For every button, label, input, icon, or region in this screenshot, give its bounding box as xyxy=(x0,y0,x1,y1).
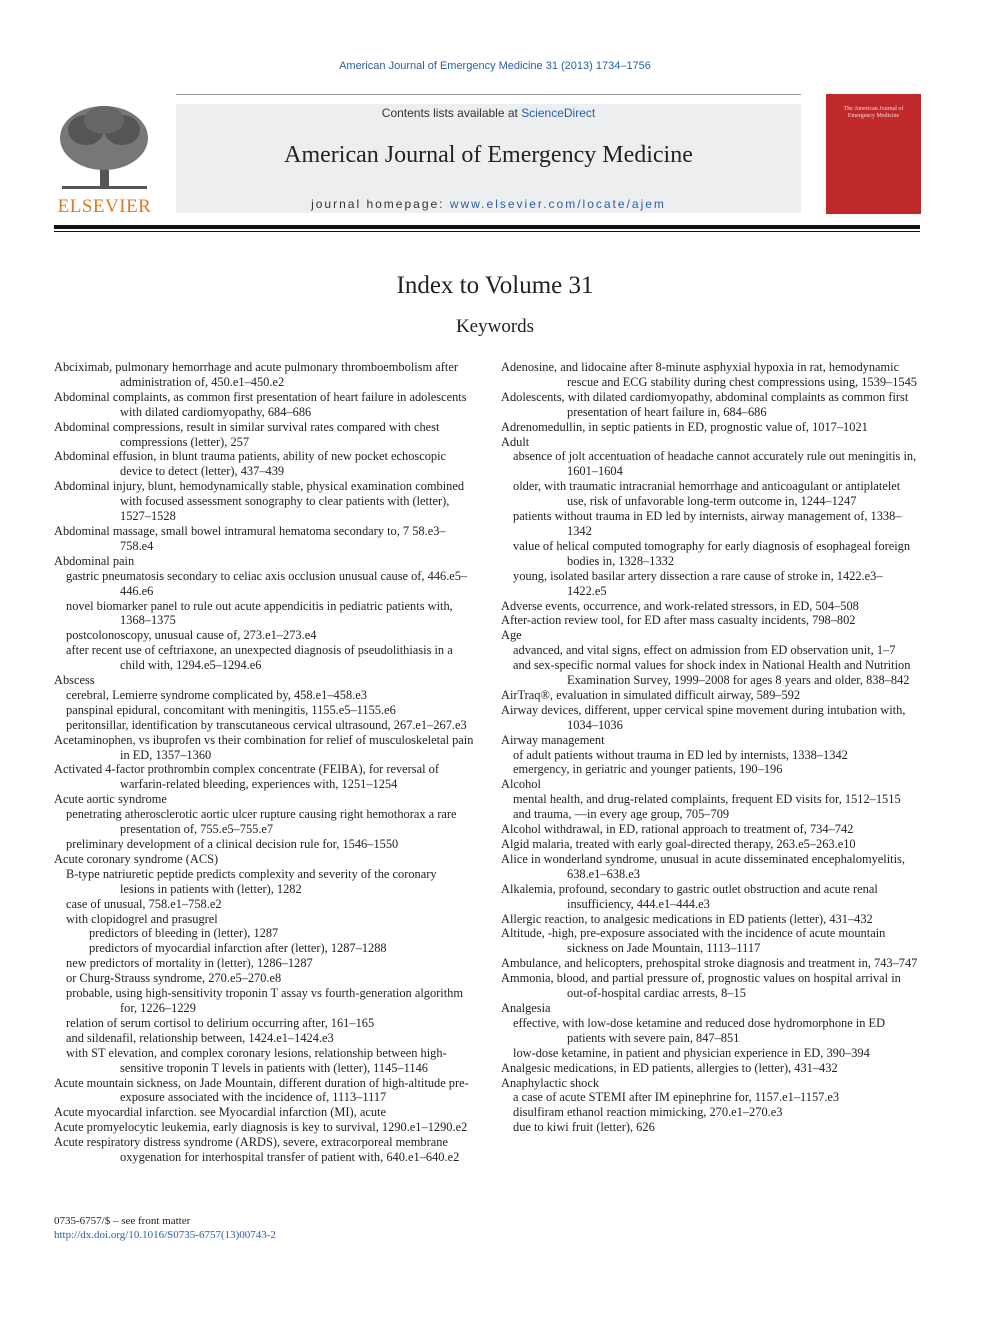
masthead xyxy=(176,104,801,213)
index-entry: emergency, in geriatric and younger patients, 190–196 xyxy=(513,762,783,777)
index-entry: or Churg-Strauss syndrome, 270.e5–270.e8 xyxy=(66,971,282,986)
index-entry: Algid malaria, treated with early goal-directed therapy, 263.e5–263.e10 xyxy=(501,837,856,851)
index-entry: predictors of myocardial infarction after (letter), 1287–1288 xyxy=(89,941,387,956)
journal-title: American Journal of Emergency Medicine xyxy=(284,142,693,168)
index-entry: panspinal epidural, concomitant with meningitis, 1155.e5–1155.e6 xyxy=(66,702,396,717)
index-entry: Acute respiratory distress syndrome (ARDS), severe, extracorporeal membrane oxygenation for interhospital transfer of patient with, 640.e1–640.e2 xyxy=(54,1135,460,1165)
index-entry: Alcohol xyxy=(501,777,541,792)
page-title: Index to Volume 31 xyxy=(396,272,594,299)
homepage-prefix: journal homepage: xyxy=(311,197,450,211)
contents-line xyxy=(176,106,801,120)
index-entry: Abdominal massage, small bowel intramural hematoma secondary to, 7 58.e3–758.e4 xyxy=(54,523,446,553)
index-entry: preliminary development of a clinical decision rule for, 1546–1550 xyxy=(66,837,399,851)
index-entry: advanced, and vital signs, effect on admission from ED observation unit, 1–7 xyxy=(513,643,896,658)
publisher-name: ELSEVIER xyxy=(57,196,152,217)
index-entry: Acetaminophen, vs ibuprofen vs their combination for relief of musculoskeletal pain in ED, 1357–1360 xyxy=(54,732,474,762)
index-entry: Adult xyxy=(501,434,530,449)
index-entry: Abdominal injury, blunt, hemodynamically stable, physical examination combined with focused assessment sonography to clear patients with (letter), 1527–1528 xyxy=(54,479,465,524)
index-column-right xyxy=(501,360,921,1135)
index-entry: Age xyxy=(501,628,522,643)
index-entry: Airway management xyxy=(501,732,605,747)
index-entry: Abdominal complaints, as common first presentation of heart failure in adolescents with dilated cardiomyopathy, 684–686 xyxy=(54,389,467,419)
index-entry: a case of acute STEMI after IM epinephrine for, 1157.e1–1157.e3 xyxy=(513,1090,840,1105)
section-title: Keywords xyxy=(455,316,535,337)
footer-issn: 0735-6757/$ – see front matter xyxy=(54,1215,191,1227)
journal-cover xyxy=(826,94,921,214)
index-entry: young, isolated basilar artery dissection a rare cause of stroke in, 1422.e3–1422.e5 xyxy=(513,568,883,598)
index-entry: Analgesic medications, in ED patients, allergies to (letter), 431–432 xyxy=(501,1060,838,1075)
index-entry: mental health, and drug-related complaints, frequent ED visits for, 1512–1515 xyxy=(513,792,901,807)
index-entry: low-dose ketamine, in patient and physician experience in ED, 390–394 xyxy=(513,1045,870,1060)
index-entry: Adverse events, occurrence, and work-related stressors, in ED, 504–508 xyxy=(501,598,859,613)
index-entry: Airway devices, different, upper cervical spine movement during intubation with, 1034–1036 xyxy=(501,702,906,732)
index-entry: probable, using high-sensitivity troponin T assay vs fourth-generation algorithm for, 1226–1229 xyxy=(66,986,464,1015)
header-rule-thin xyxy=(54,231,920,232)
index-entry: After-action review tool, for ED after mass casualty incidents, 798–802 xyxy=(501,613,856,628)
index-entry: disulfiram ethanol reaction mimicking, 270.e1–270.e3 xyxy=(513,1105,783,1120)
index-entry: patients without trauma in ED led by internists, airway management of, 1338–1342 xyxy=(513,509,902,538)
index-entry: and sildenafil, relationship between, 1424.e1–1424.e3 xyxy=(66,1030,334,1045)
index-entry: after recent use of ceftriaxone, an unexpected diagnosis of pseudolithiasis in a child with, 1294.e5–1294.e6 xyxy=(66,643,453,673)
index-entry: Alice in wonderland syndrome, unusual in acute disseminated encephalomyelitis, 638.e1–638.e3 xyxy=(501,851,905,881)
index-entry: with clopidogrel and prasugrel xyxy=(66,911,218,926)
index-entry: Allergic reaction, to analgesic medications in ED patients (letter), 431–432 xyxy=(501,911,873,926)
index-entry: and trauma, —in every age group, 705–709 xyxy=(513,807,730,822)
index-entry: Acute mountain sickness, on Jade Mountain, different duration of high-altitude pre-exposure associated with the incidence of, 1113–1117 xyxy=(54,1075,469,1105)
index-entry: Anaphylactic shock xyxy=(501,1075,600,1090)
index-entry: cerebral, Lemierre syndrome complicated by, 458.e1–458.e3 xyxy=(66,687,367,702)
index-entry: Acute myocardial infarction. see Myocardial infarction (MI), acute xyxy=(54,1105,386,1120)
index-entry: Altitude, -high, pre-exposure associated with the incidence of acute mountain sickness on Jade Mountain, 1113–1117 xyxy=(501,926,886,956)
index-entry: due to kiwi fruit (letter), 626 xyxy=(513,1120,655,1135)
index-column-left xyxy=(54,360,474,1165)
index-entry: novel biomarker panel to rule out acute appendicitis in pediatric patients with, 1368–1375 xyxy=(66,598,453,628)
homepage-line xyxy=(176,197,801,211)
index-entry: peritonsillar, identification by transcutaneous cervical ultrasound, 267.e1–267.e3 xyxy=(66,717,467,732)
index-entry: Adenosine, and lidocaine after 8-minute asphyxial hypoxia in rat, hemodynamic rescue and ECG stability during chest compressions using, 1539–1545 xyxy=(501,360,917,389)
index-entry: penetrating atherosclerotic aortic ulcer rupture causing right hemothorax a rare presentation of, 755.e5–755.e7 xyxy=(66,807,457,837)
index-entry: effective, with low-dose ketamine and reduced dose hydromorphone in ED patients with severe pain, 847–851 xyxy=(513,1015,886,1045)
index-entry: case of unusual, 758.e1–758.e2 xyxy=(66,896,222,911)
journal-citation[interactable]: American Journal of Emergency Medicine 31 (2013) 1734–1756 xyxy=(339,60,651,72)
index-entry: Alkalemia, profound, secondary to gastric outlet obstruction and acute renal insufficiency, 444.e1–444.e3 xyxy=(501,881,878,911)
index-entry: AirTraq®, evaluation in simulated difficult airway, 589–592 xyxy=(501,687,801,702)
index-entry: Activated 4-factor prothrombin complex concentrate (FEIBA), for reversal of warfarin-related bleeding, experiences with, 1251–1254 xyxy=(54,762,439,792)
index-entry: gastric pneumatosis secondary to celiac axis occlusion unusual cause of, 446.e5–446.e6 xyxy=(66,568,468,598)
footer-doi-link[interactable]: http://dx.doi.org/10.1016/S0735-6757(13)00743-2 xyxy=(54,1229,276,1241)
index-entry: Abdominal pain xyxy=(54,553,135,568)
homepage-link[interactable]: www.elsevier.com/locate/ajem xyxy=(449,197,666,211)
index-entry: Adolescents, with dilated cardiomyopathy, abdominal complaints as common first presentation of heart failure in, 684–686 xyxy=(501,389,909,419)
elsevier-logo xyxy=(52,100,157,218)
contents-prefix: Contents lists available at xyxy=(381,106,522,120)
index-entry: and sex-specific normal values for shock index in National Health and Nutrition Examination Survey, 1999–2008 for ages 8 years and older, 838–842 xyxy=(513,658,911,688)
index-entry: new predictors of mortality in (letter), 1286–1287 xyxy=(66,956,313,971)
index-entry: older, with traumatic intracranial hemorrhage and anticoagulant or antiplatelet use, risk of unfavorable long-term outcome in, 1244–1247 xyxy=(513,479,901,509)
index-entry: Acute promyelocytic leukemia, early diagnosis is key to survival, 1290.e1–1290.e2 xyxy=(54,1120,468,1135)
index-entry: Abscess xyxy=(54,673,95,688)
header-divider xyxy=(176,94,801,95)
index-entry: Alcohol withdrawal, in ED, rational approach to treatment of, 734–742 xyxy=(501,822,854,837)
index-entry: B-type natriuretic peptide predicts complexity and severity of the coronary lesions in patients with (letter), 1282 xyxy=(66,866,437,896)
index-entry: postcolonoscopy, unusual cause of, 273.e1–273.e4 xyxy=(66,628,317,643)
sciencedirect-link[interactable]: ScienceDirect xyxy=(521,106,596,120)
cover-title: The American Journal of Emergency Medicine xyxy=(843,106,904,119)
tree-icon xyxy=(52,100,157,195)
index-entry: relation of serum cortisol to delirium occurring after, 161–165 xyxy=(66,1015,375,1030)
index-entry: Adrenomedullin, in septic patients in ED, prognostic value of, 1017–1021 xyxy=(501,419,868,434)
header-rule-thick xyxy=(54,225,920,229)
index-entry: predictors of bleeding in (letter), 1287 xyxy=(89,926,279,941)
index-entry: Abdominal effusion, in blunt trauma patients, ability of new pocket echoscopic device to detect (letter), 437–439 xyxy=(54,449,447,479)
index-entry: absence of jolt accentuation of headache cannot accurately rule out meningitis in, 1601–1604 xyxy=(513,449,917,479)
index-entry: Ammonia, blood, and partial pressure of, prognostic values on hospital arrival in out-of-hospital cardiac arrests, 8–15 xyxy=(501,971,901,1001)
index-entry: Ambulance, and helicopters, prehospital stroke diagnosis and treatment in, 743–747 xyxy=(501,956,918,971)
index-entry: Abciximab, pulmonary hemorrhage and acute pulmonary thromboembolism after administration of, 450.e1–450.e2 xyxy=(54,360,458,389)
index-entry: Acute aortic syndrome xyxy=(54,792,167,807)
index-entry: value of helical computed tomography for early diagnosis of esophageal foreign bodies in, 1328–1332 xyxy=(513,538,911,568)
index-entry: with ST elevation, and complex coronary lesions, relationship between high-sensitive troponin T levels in patients with (letter), 1145–1146 xyxy=(66,1045,447,1075)
index-entry: of adult patients without trauma in ED led by internists, 1338–1342 xyxy=(513,747,848,762)
index-entry: Acute coronary syndrome (ACS) xyxy=(54,851,219,866)
index-entry: Analgesia xyxy=(501,1000,551,1015)
index-entry: Abdominal compressions, result in similar survival rates compared with chest compressions (letter), 257 xyxy=(54,419,440,449)
